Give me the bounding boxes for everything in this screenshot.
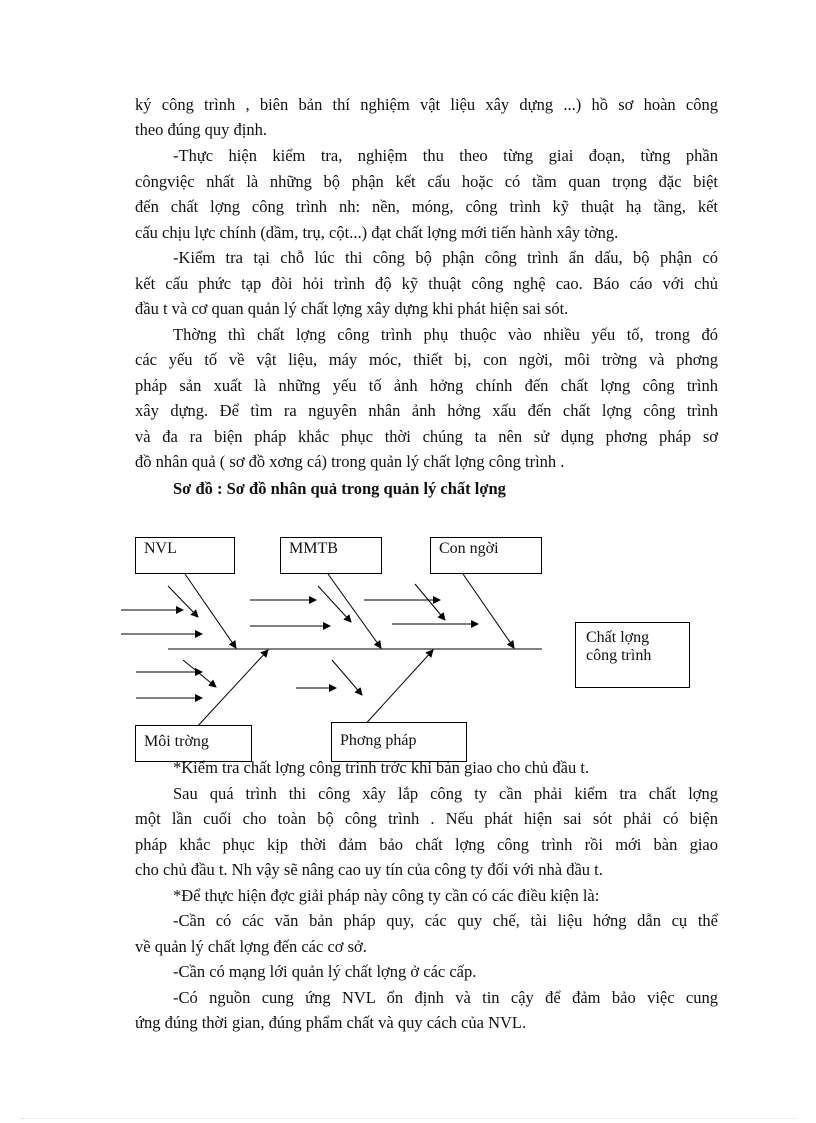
- text-line: -Kiểm tra tại chỗ lúc thi công bộ phận công trình ẩn dấu, bộ phận có: [173, 248, 718, 267]
- text-line: Thờng thì chất lợng công trình phụ thuộc vào nhiều yếu tố, trong đó: [173, 325, 718, 344]
- text-line: cấu chịu lực chính (dầm, trụ, cột...) đạt chất lợng mới tiến hành xây tờng.: [135, 223, 619, 242]
- text-line: kết cấu phức tạp đòi hỏi trình độ kỹ thuật công nghệ cao. Báo cáo với chủ: [135, 274, 718, 293]
- text-line: -Thực hiện kiểm tra, nghiệm thu theo từng giai đoạn, từng phần: [173, 146, 718, 165]
- box-result: [575, 622, 690, 688]
- text-line: các yếu tố về vật liệu, máy móc, thiết bị, con ngời, môi trờng và phơng: [135, 350, 718, 369]
- box-con-nguoi: Con ngời: [430, 537, 542, 574]
- text-line: cho chủ đầu t. Nh vậy sẽ nâng cao uy tín của công ty đối với nhà đầu t.: [135, 860, 603, 879]
- text-line: xây dựng. Để tìm ra nguyên nhân ảnh hởng xấu đến chất lợng công trình: [135, 401, 718, 420]
- result-line-2: công trình: [586, 647, 652, 664]
- text-line: pháp khắc phục kịp thời đảm bảo chất lợng công trình rồi mới bàn giao: [135, 835, 718, 854]
- text-line: về quản lý chất lợng đến các cơ sở.: [135, 937, 367, 956]
- page-footer-divider: [20, 1118, 796, 1119]
- text-line: ứng đúng thời gian, đúng phẩm chất và quy cách của NVL.: [135, 1013, 527, 1032]
- text-line: *Để thực hiện đợc giải pháp này công ty cần có các điều kiện là:: [173, 886, 600, 905]
- diagram-title: Sơ đồ : Sơ đồ nhân quả trong quản lý chất lợng: [173, 479, 506, 498]
- text-line: đến chất lợng công trình nh: nền, móng, công trình kỹ thuật hạ tầng, kết: [135, 197, 718, 216]
- text-line: theo đúng quy định.: [135, 120, 267, 139]
- text-line: Sau quá trình thi công xây lắp công ty cần phải kiểm tra chất lợng: [173, 784, 718, 803]
- bone-con-nguoi: [463, 574, 514, 648]
- text-line: -Cần có các văn bản pháp quy, các quy chế, tài liệu hớng dẫn cụ thể: [173, 911, 718, 930]
- text-line: đầu t và cơ quan quản lý chất lợng xây dựng khi phát hiện sai sót.: [135, 299, 569, 318]
- bone-moi-truong: [195, 650, 268, 729]
- text-line: đồ nhân quả ( sơ đồ xơng cá) trong quản lý chất lợng công trình .: [135, 452, 565, 471]
- bone-mmtb: [328, 574, 381, 648]
- text-line: *Kiểm tra chất lợng công trình trớc khi bàn giao cho chủ đầu t.: [173, 758, 590, 777]
- text-line: một lần cuối cho toàn bộ công trình . Nếu phát hiện sai sót phải có biện: [135, 809, 718, 828]
- box-moi-truong: Môi trờng: [135, 725, 252, 762]
- result-line-1: Chất lợng: [586, 629, 650, 646]
- bone-phuong-phap: [361, 650, 433, 729]
- text-line: -Cần có mạng lới quản lý chất lợng ở các cấp.: [173, 962, 477, 981]
- text-line: và đa ra biện pháp khắc phục thời chúng ta nên sử dụng phơng pháp sơ: [135, 427, 718, 446]
- box-mmtb: MMTB: [280, 537, 382, 574]
- text-line: côngviệc nhất là những bộ phận kết cấu hoặc có tầm quan trọng đặc biệt: [135, 172, 718, 191]
- box-nvl: NVL: [135, 537, 235, 574]
- text-line: ký công trình , biên bản thí nghiệm vật liệu xây dựng ...) hồ sơ hoàn công: [135, 95, 718, 114]
- text-line: pháp sản xuất là những yếu tố ảnh hởng chính đến chất lợng công trình: [135, 376, 718, 395]
- text-line: -Có nguồn cung ứng NVL ổn định và tin cậy để đảm bảo việc cung: [173, 988, 718, 1007]
- box-phuong-phap: Phơng pháp: [331, 722, 467, 762]
